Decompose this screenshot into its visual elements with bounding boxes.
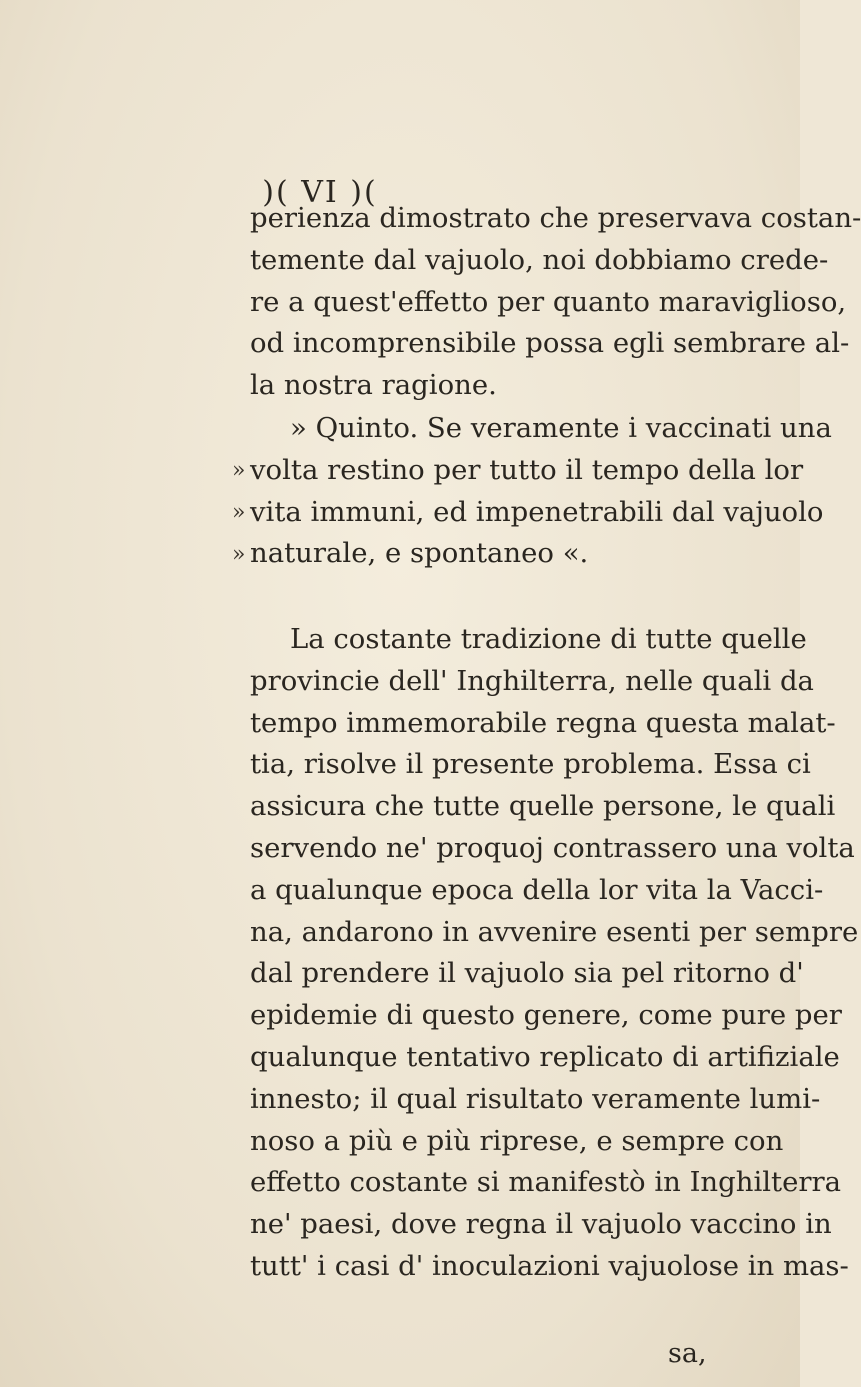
text-line: » Quinto. Se veramente i vaccinati una bbox=[290, 412, 832, 444]
text-line: na, andarono in avvenire esenti per sempre bbox=[250, 915, 859, 948]
text-line: perienza dimostrato che preservava costan- bbox=[250, 202, 861, 234]
quote-mark: » bbox=[232, 541, 246, 567]
text-line: vita immuni, ed impenetrabili dal vajuolo bbox=[250, 495, 824, 528]
text-line: volta restino per tutto il tempo della lor bbox=[250, 453, 804, 486]
paragraph-2 bbox=[250, 408, 832, 575]
text-line: dal prendere il vajuolo sia pel ritorno d' bbox=[250, 957, 804, 990]
text-line: tia, risolve il presente problema. Essa ci bbox=[250, 748, 811, 781]
text-line: od incomprensibile possa egli sembrare al- bbox=[250, 327, 850, 360]
text-line: epidemie di questo genere, come pure per bbox=[250, 999, 842, 1032]
text-line: re a quest'effetto per quanto maraviglioso, bbox=[250, 285, 847, 318]
page-number: )( VI )( bbox=[262, 175, 378, 210]
text-line: assicura che tutte quelle persone, le quali bbox=[250, 790, 836, 823]
catchword: sa, bbox=[668, 1338, 707, 1369]
quote-mark: » bbox=[232, 458, 246, 483]
text-line: tempo immemorabile regna questa malat- bbox=[250, 706, 836, 739]
text-line: effetto costante si manifestò in Inghilterra bbox=[250, 1166, 842, 1199]
paragraph-3 bbox=[250, 619, 859, 1288]
text-line: provincie dell' Inghilterra, nelle quali da bbox=[250, 664, 814, 697]
text-line: temente dal vajuolo, noi dobbiamo crede- bbox=[250, 243, 829, 276]
text-line: noso a più e più riprese, e sempre con bbox=[250, 1124, 784, 1157]
quotation-margin-marks bbox=[232, 450, 245, 575]
text-line: tutt' i casi d' inoculazioni vajuolose in mas- bbox=[250, 1249, 849, 1282]
quote-mark: » bbox=[232, 499, 246, 525]
text-line: La costante tradizione di tutte quelle bbox=[290, 623, 807, 655]
text-line: la nostra ragione. bbox=[250, 369, 497, 402]
paragraph-1 bbox=[250, 198, 861, 407]
text-line: qualunque tentativo replicato di artifiziale bbox=[250, 1040, 840, 1073]
text-line: servendo ne' proquoj contrassero una volta bbox=[250, 831, 855, 864]
text-line: innesto; il qual risultato veramente lumi- bbox=[250, 1082, 821, 1115]
text-line: naturale, e spontaneo «. bbox=[250, 537, 589, 570]
text-line: a qualunque epoca della lor vita la Vacci- bbox=[250, 873, 824, 906]
text-line: ne' paesi, dove regna il vajuolo vaccino in bbox=[250, 1208, 832, 1241]
